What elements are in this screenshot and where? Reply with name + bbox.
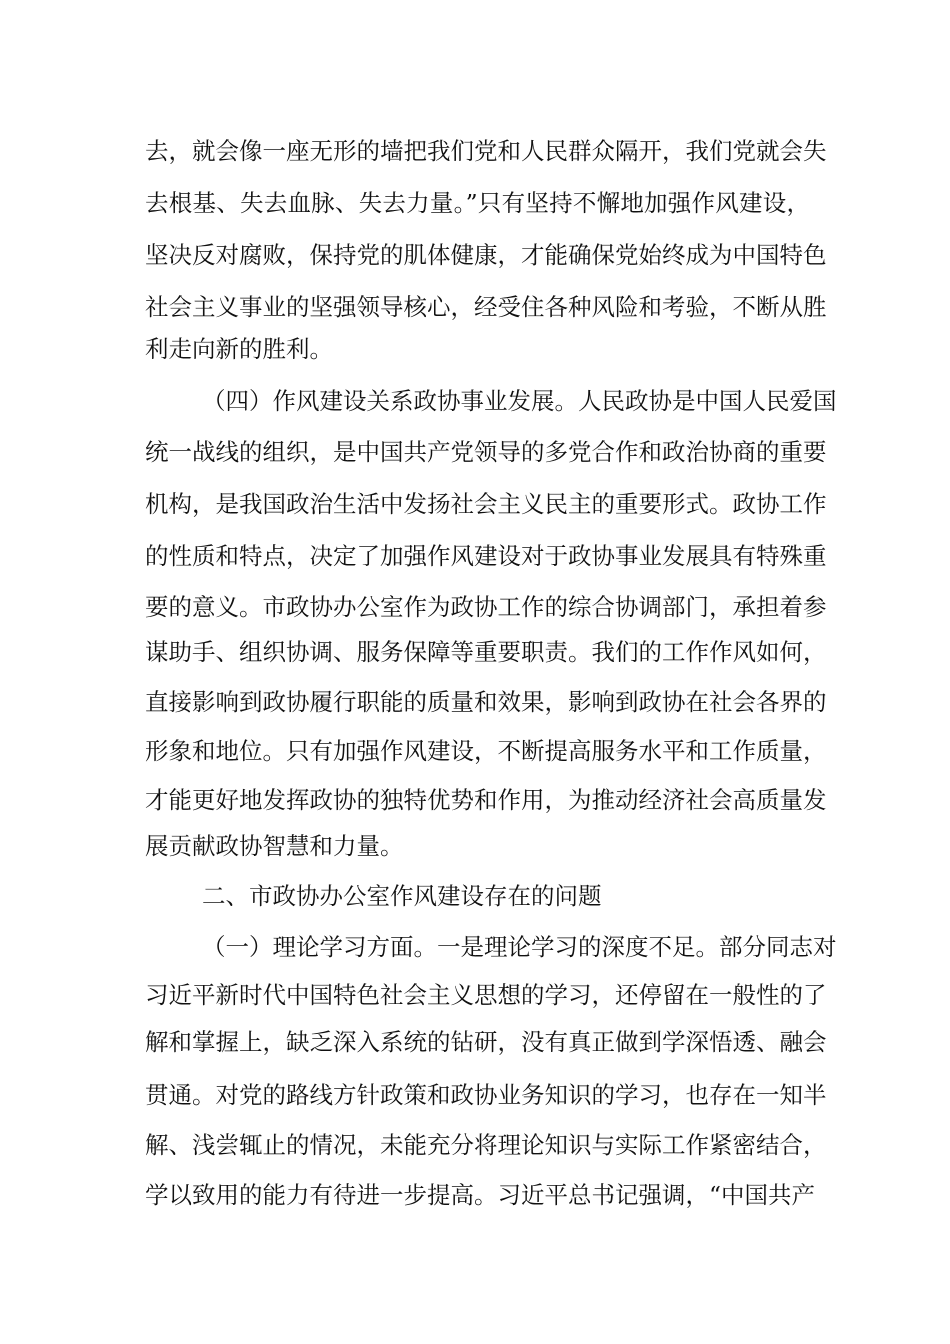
paragraph-1-line-5: 利走向新的胜利。 — [145, 335, 333, 363]
paragraph-2-line-2: 统一战线的组织，是中国共产党领导的多党合作和政治协商的重要 — [145, 438, 827, 466]
paragraph-2-line-5: 要的意义。市政协办公室作为政协工作的综合协调部门，承担着参 — [145, 593, 827, 621]
paragraph-1-line-4: 社会主义事业的坚强领导核心，经受住各种风险和考验，不断从胜 — [145, 293, 827, 321]
paragraph-1-line-1: 去，就会像一座无形的墙把我们党和人民群众隔开，我们党就会失 — [145, 137, 827, 165]
paragraph-2-line-10: 展贡献政协智慧和力量。 — [145, 832, 404, 860]
paragraph-2-line-8: 形象和地位。只有加强作风建设，不断提高服务水平和工作质量， — [145, 737, 827, 765]
paragraph-2-line-4: 的性质和特点，决定了加强作风建设对于政协事业发展具有特殊重 — [145, 542, 827, 570]
paragraph-3-line-6: 学以致用的能力有待进一步提高。习近平总书记强调，“中国共产 — [145, 1181, 816, 1209]
paragraph-1-line-2: 去根基、失去血脉、失去力量。”只有坚持不懈地加强作风建设， — [145, 189, 810, 217]
paragraph-2-line-1: （四）作风建设关系政协事业发展。人民政协是中国人民爱国 — [202, 387, 837, 415]
paragraph-3-line-2: 习近平新时代中国特色社会主义思想的学习，还停留在一般性的了 — [145, 981, 827, 1009]
paragraph-2-line-6: 谋助手、组织协调、服务保障等重要职责。我们的工作作风如何， — [145, 638, 827, 666]
section-heading: 二、市政协办公室作风建设存在的问题 — [202, 882, 602, 910]
paragraph-3-line-4: 贯通。对党的路线方针政策和政协业务知识的学习，也存在一知半 — [145, 1081, 827, 1109]
paragraph-3-line-5: 解、浅尝辄止的情况，未能充分将理论知识与实际工作紧密结合， — [145, 1131, 827, 1159]
paragraph-2-line-7: 直接影响到政协履行职能的质量和效果，影响到政协在社会各界的 — [145, 688, 827, 716]
paragraph-2-line-3: 机构，是我国政治生活中发扬社会主义民主的重要形式。政协工作 — [145, 490, 827, 518]
paragraph-3-line-3: 解和掌握上，缺乏深入系统的钻研，没有真正做到学深悟透、融会 — [145, 1028, 827, 1056]
paragraph-1-line-3: 坚决反对腐败，保持党的肌体健康，才能确保党始终成为中国特色 — [145, 241, 827, 269]
paragraph-3-line-1: （一）理论学习方面。一是理论学习的深度不足。部分同志对 — [202, 933, 837, 961]
paragraph-2-line-9: 才能更好地发挥政协的独特优势和作用，为推动经济社会高质量发 — [145, 786, 827, 814]
